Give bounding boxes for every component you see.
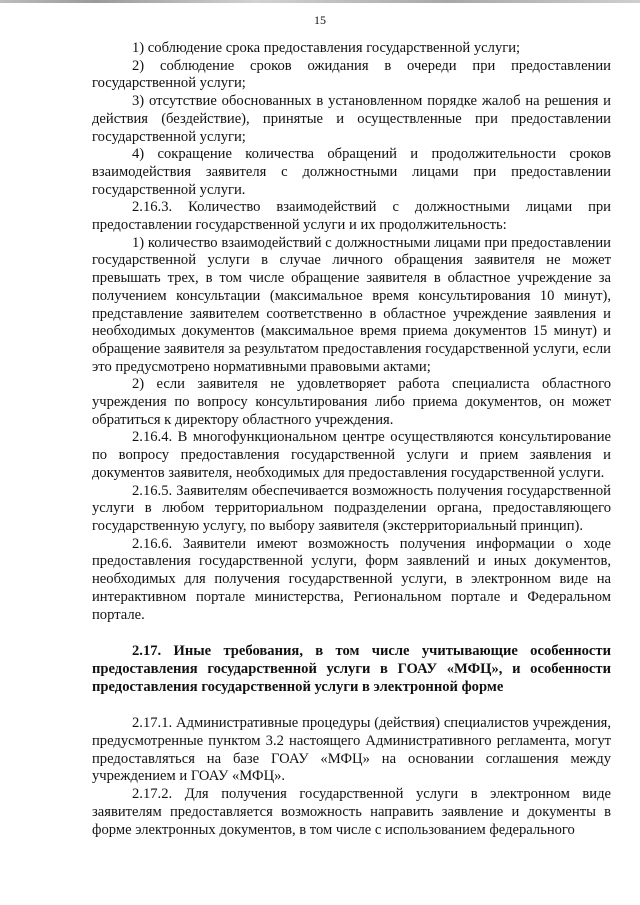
paragraph: 1) соблюдение срока предоставления государственной услуги; [132,40,521,56]
paragraph: 2.16.3. Количество взаимодействий с должностными лицами при предоставлении государственной услуги и их продолжительность: [92,199,611,234]
section-heading: 2.17. Иные требования, в том числе учитывающие особенности предоставления государственной услуги в ГОАУ «МФЦ», и особенности предоставления государственной услуги в электронной форме [92,643,611,695]
paragraph: 2) соблюдение сроков ожидания в очереди при предоставлении государственной услуги; [92,57,611,92]
paragraph: 3) отсутствие обоснованных в установленном порядке жалоб на решения и действия (бездействие), принятые и осуществленные при предоставлении государственной услуги; [92,93,611,145]
scan-edge [0,0,640,3]
paragraph: 2.16.5. Заявителям обеспечивается возможность получения государственной услуги в любом территориальном подразделении органа, предоставляющего государственную услугу, по выбору заявителя (экстерриториальный принцип). [92,482,611,534]
paragraph: 1) количество взаимодействий с должностными лицами при предоставлении государственной услуги в случае личного обращения заявителя не может превышать трех, в том числе обращение заявителя в областное учреждение за получением консультации (максимальное время консультирования 10 минут), представление заявителем соответственно в областное учреждение заявления и необходимых документов (максимальное время приема документов 15 минут) и обращение заявителя за результатом предоставления государственной услуги, если это предусмотрено нормативными правовыми актами; [92,234,611,375]
paragraph: 2.17.1. Административные процедуры (действия) специалистов учреждения, предусмотренные пунктом 3.2 настоящего Административного регламента, могут предоставляться на базе ГОАУ «МФЦ» на основании соглашения между учреждением и ГОАУ «МФЦ». [92,715,611,785]
document-body [92,40,611,839]
page-number: 15 [314,13,326,27]
paragraph: 2) если заявителя не удовлетворяет работа специалиста областного учреждения по вопросу консультирования либо приема документов, он может обратиться к директору областного учреждения. [92,376,611,428]
paragraph: 2.16.6. Заявители имеют возможность получения информации о ходе предоставления государственной услуги, форм заявлений и иных документов, необходимых для получения государственной услуги, в электронном виде на интерактивном портале министерства, Региональном портале и Федеральном портале. [92,535,611,623]
paragraph: 2.16.4. В многофункциональном центре осуществляются консультирование по вопросу предоставления государственной услуги и прием заявления и документов заявителя, необходимых для предоставления государственной услуги. [92,429,611,481]
paragraph: 4) сокращение количества обращений и продолжительности сроков взаимодействия заявителя с должностными лицами при предоставлении государственной услуги. [92,146,611,198]
paragraph: 2.17.2. Для получения государственной услуги в электронном виде заявителям предоставляется возможность направить заявление и документы в форме электронных документов, в том числе с использованием федерального [92,786,611,838]
